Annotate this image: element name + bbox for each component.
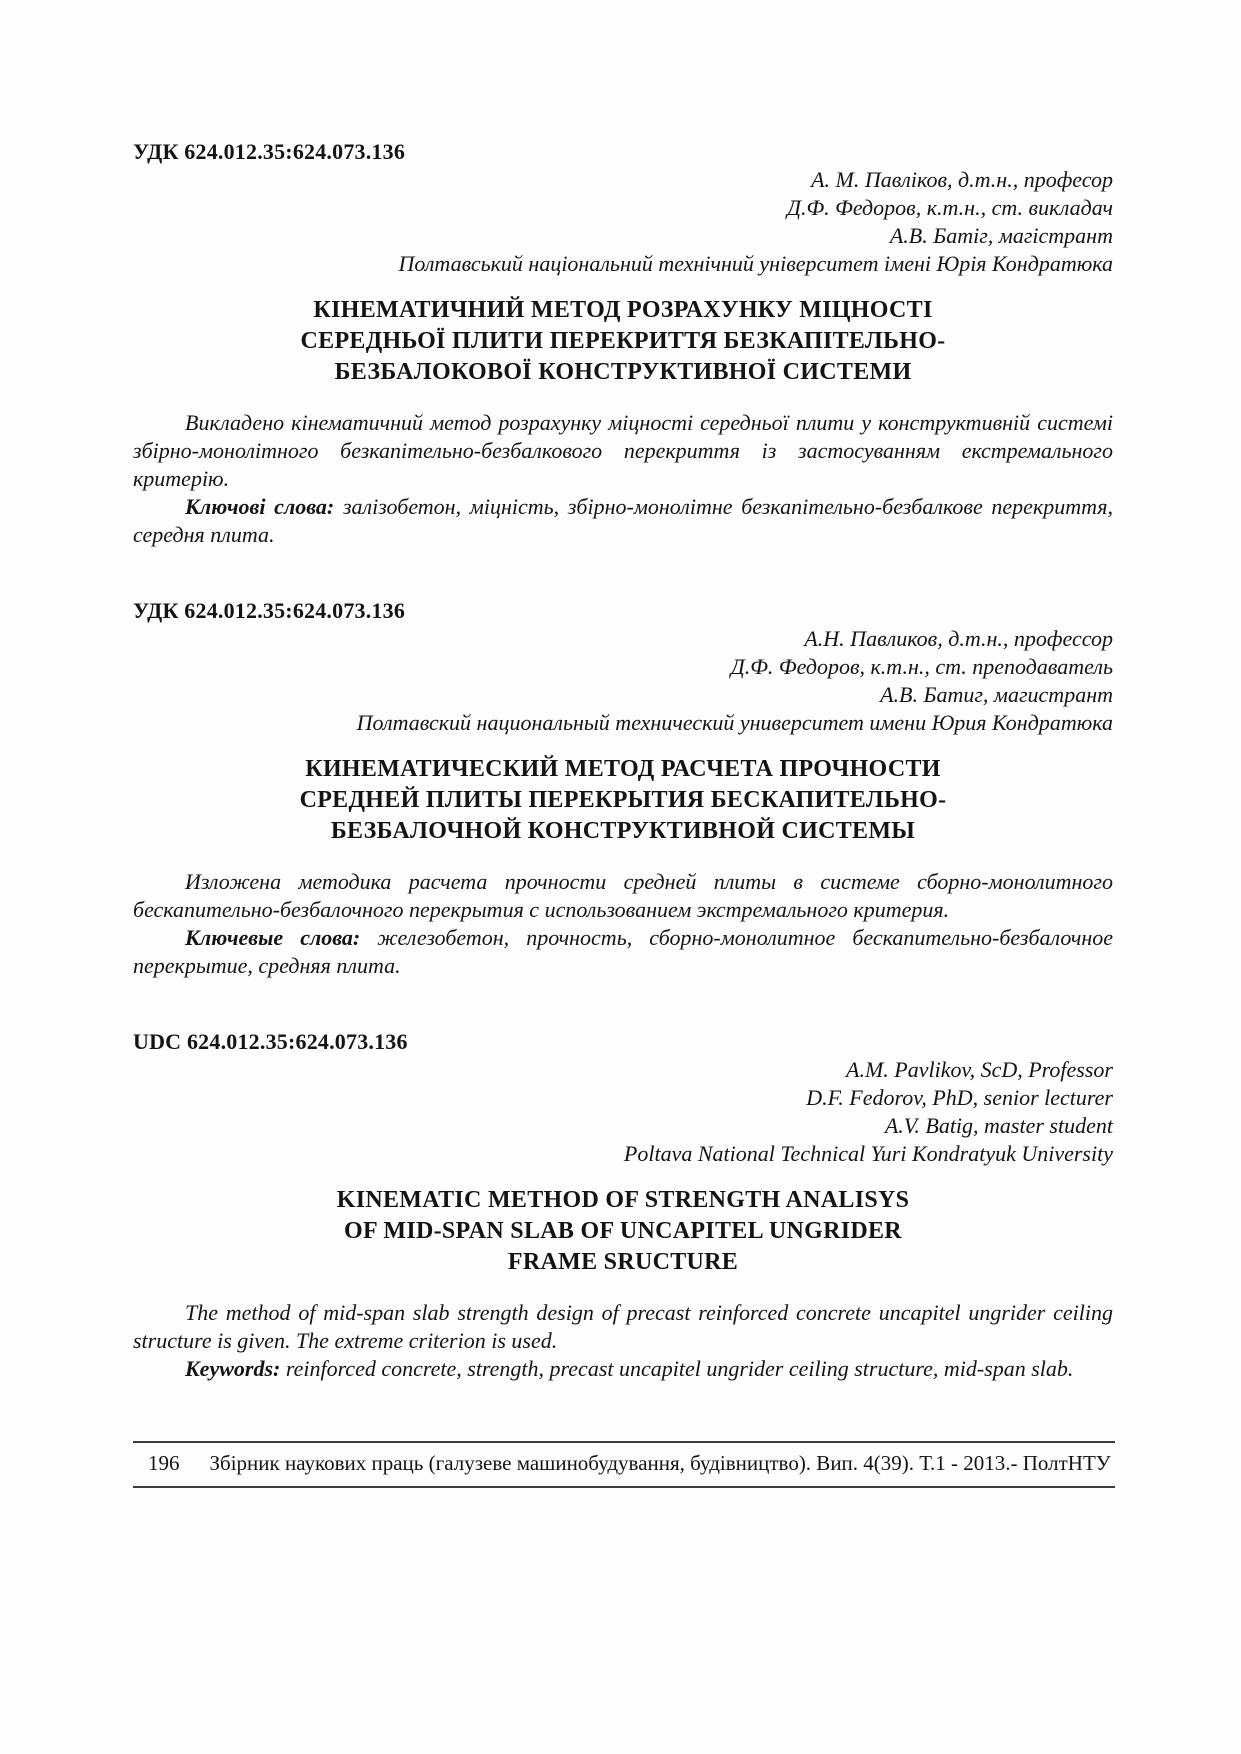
page-footer (133, 1441, 1115, 1488)
section-ukrainian (133, 138, 1113, 549)
title-line: КИНЕМАТИЧЕСКИЙ МЕТОД РАСЧЕТА ПРОЧНОСТИ (305, 756, 941, 782)
affiliation-line: Poltava National Technical Yuri Kondratyuk University (623, 1141, 1113, 1166)
abstract-paragraph: Изложена методика расчета прочности средней плиты в системе сборно-монолитного бескапительно-безбалочного перекрытия с использованием экстремального критерия. (133, 869, 1113, 922)
keywords-label: Ключові слова: (185, 494, 335, 519)
keywords-paragraph (133, 493, 1113, 549)
title-line: БЕЗБАЛОЧНОЙ КОНСТРУКТИВНОЙ СИСТЕМЫ (330, 818, 916, 844)
author-line: А.Н. Павликов, д.т.н., профессор (804, 626, 1113, 651)
section-russian (133, 597, 1113, 980)
article-title (173, 1185, 1073, 1278)
author-block (133, 1056, 1113, 1168)
author-line: D.F. Fedorov, PhD, senior lecturer (806, 1085, 1113, 1110)
author-line: Д.Ф. Федоров, к.т.н., ст. викладач (786, 195, 1113, 220)
udc-code: УДК 624.012.35:624.073.136 (133, 139, 406, 164)
author-line: A.M. Pavlikov, ScD, Professor (846, 1057, 1113, 1082)
keywords-text: reinforced concrete, strength, precast uncapitel ungrider ceiling structure, mid-span slab. (280, 1356, 1074, 1381)
author-line: А.В. Батіг, магістрант (889, 223, 1113, 248)
keywords-label: Keywords: (185, 1356, 281, 1381)
author-line: А. М. Павліков, д.т.н., професор (811, 167, 1113, 192)
udc-code: UDC 624.012.35:624.073.136 (133, 1029, 408, 1054)
keywords-label: Ключевые слова: (185, 925, 361, 950)
udc-code: УДК 624.012.35:624.073.136 (133, 598, 406, 623)
keywords-text: залізобетон, міцність, збірно-монолітне безкапітельно-безбалкове перекриття, середня плита. (133, 494, 1114, 547)
keywords-text: железобетон, прочность, сборно-монолитное бескапительно-безбалочное перекрытие, средняя плита. (133, 925, 1113, 978)
abstract-paragraph: Викладено кінематичний метод розрахунку міцності середньої плити у конструктивній системі збірно-монолітного безкапітельно-безбалкового перекриття із застосуванням екстремального критерію. (133, 410, 1113, 491)
author-line: А.В. Батиг, магистрант (880, 682, 1113, 707)
keywords-paragraph (133, 1355, 1113, 1383)
author-line: Д.Ф. Федоров, к.т.н., ст. преподаватель (730, 654, 1113, 679)
affiliation-line: Полтавський національний технічний університет імені Юрія Кондратюка (398, 251, 1113, 276)
article-title (173, 754, 1073, 847)
title-line: KINEMATIC METHOD OF STRENGTH ANALISYS (336, 1187, 910, 1213)
author-block (133, 625, 1113, 737)
section-english (133, 1028, 1113, 1383)
abstract-paragraph: The method of mid-span slab strength design of precast reinforced concrete uncapitel ungrider ceiling structure is given. The extreme criterion is used. (133, 1300, 1113, 1353)
title-line: OF MID-SPAN SLAB OF UNCAPITEL UNGRIDER (344, 1218, 902, 1244)
title-line: FRAME SRUCTURE (507, 1249, 739, 1275)
title-line: БЕЗБАЛОКОВОЇ КОНСТРУКТИВНОЇ СИСТЕМИ (334, 359, 912, 385)
keywords-paragraph (133, 924, 1113, 980)
title-line: КІНЕМАТИЧНИЙ МЕТОД РОЗРАХУНКУ МІЦНОСТІ (313, 297, 933, 323)
title-line: СЕРЕДНЬОЇ ПЛИТИ ПЕРЕКРИТТЯ БЕЗКАПІТЕЛЬНО- (300, 328, 946, 354)
author-line: A.V. Batig, master student (884, 1113, 1113, 1138)
author-block (133, 166, 1113, 278)
title-line: СРЕДНЕЙ ПЛИТЫ ПЕРЕКРЫТИЯ БЕСКАПИТЕЛЬНО- (299, 787, 947, 813)
journal-citation: Збірник наукових праць (галузеве машинобудування, будівництво). Вип. 4(39). Т.1 - 2013.- ПолтНТУ (209, 1451, 1111, 1475)
affiliation-line: Полтавский национальный технический университет имени Юрия Кондратюка (356, 710, 1113, 735)
article-title (173, 295, 1073, 388)
page-number: 196 (148, 1451, 180, 1475)
